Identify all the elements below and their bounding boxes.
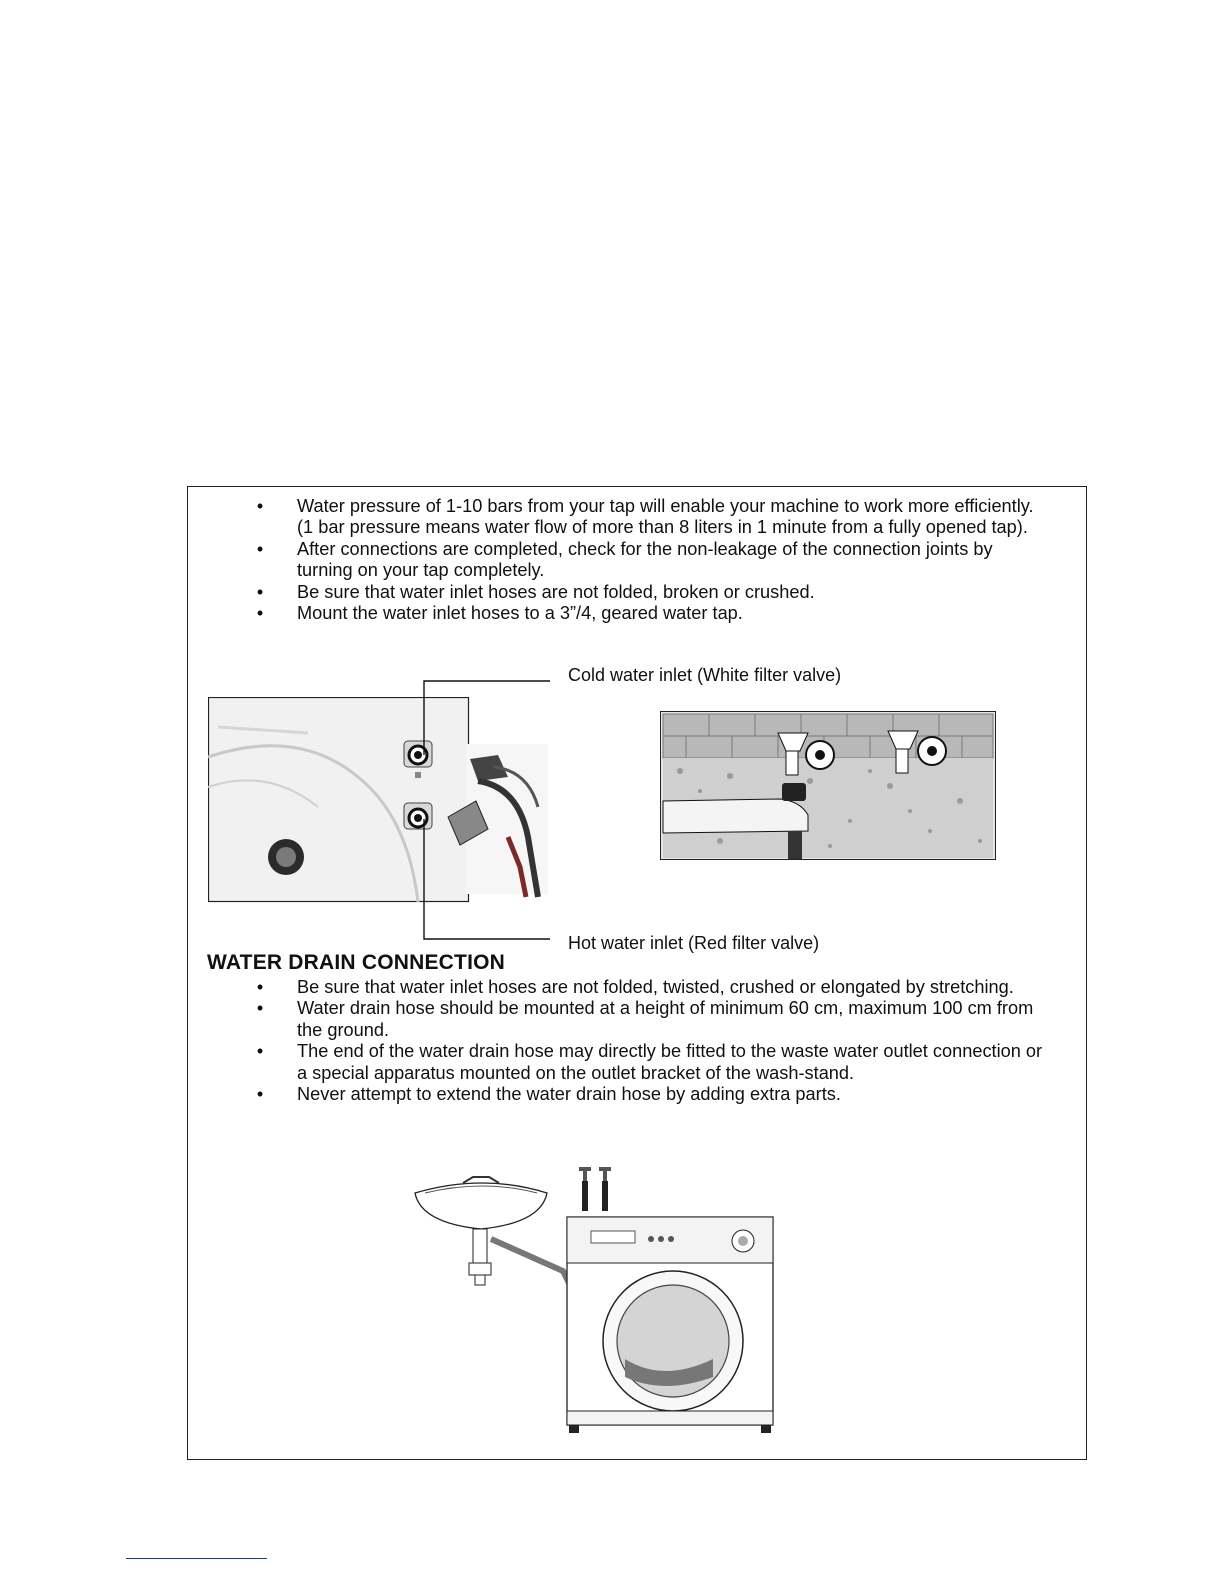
bullet-dot: •	[256, 977, 264, 997]
section-heading: WATER DRAIN CONNECTION	[207, 951, 506, 974]
bullet-text: Water pressure of 1-10 bars from your tap will enable your machine to work more efficiently.(1 bar pressure means water flow of more than 8 liters in 1 minute from a fully opened tap).	[297, 496, 1034, 538]
bullet-dot: •	[256, 998, 264, 1019]
bullet-text: Be sure that water inlet hoses are not folded, twisted, crushed or elongated by stretching.	[297, 977, 1014, 997]
bullet-item	[188, 539, 1068, 582]
bullet-item	[188, 977, 1068, 998]
bullet-text: Never attempt to extend the water drain hose by adding extra parts.	[297, 1084, 841, 1105]
bullet-text: Be sure that water inlet hoses are not folded, broken or crushed.	[297, 581, 815, 602]
bullet-item	[188, 582, 1068, 603]
water-inlet-bullet-list	[188, 496, 1068, 624]
bullet-dot: •	[256, 1041, 264, 1062]
bullet-dot: •	[256, 603, 264, 624]
bullet-item	[188, 998, 1068, 1041]
drain-connection-illustration	[413, 1163, 793, 1439]
footer-rule	[126, 1558, 267, 1559]
bullet-dot: •	[256, 1084, 264, 1105]
bullet-text: The end of the water drain hose may directly be fitted to the waste water outlet connection or a special apparatus mounted on the outlet bracket of the wash-stand.	[297, 1041, 1043, 1083]
bullet-dot: •	[256, 538, 264, 559]
cold-water-inlet-label: Cold water inlet (White filter valve)	[568, 665, 842, 685]
inlet-hose-icon	[579, 1167, 611, 1211]
callout-leader-lines	[416, 671, 556, 945]
bullet-text: Water drain hose should be mounted at a height of minimum 60 cm, maximum 100 cm from the ground.	[297, 998, 1034, 1040]
bullet-item	[188, 603, 1068, 624]
bullet-item	[188, 1084, 1068, 1105]
hot-water-inlet-label: Hot water inlet (Red filter valve)	[568, 933, 820, 953]
washing-machine-icon	[567, 1217, 773, 1433]
bullet-item	[188, 496, 1068, 539]
drain-bullet-list	[188, 977, 1068, 1105]
instruction-panel	[187, 486, 1087, 1460]
bullet-item	[188, 1041, 1068, 1084]
bullet-dot: •	[256, 581, 264, 602]
water-tap-illustration	[660, 711, 998, 861]
bullet-dot: •	[256, 496, 264, 516]
sink-icon	[415, 1177, 547, 1285]
bullet-text: After connections are completed, check for the non-leakage of the connection joints by turning on your tap completely.	[297, 538, 993, 581]
bullet-text: Mount the water inlet hoses to a 3”/4, geared water tap.	[297, 603, 743, 624]
